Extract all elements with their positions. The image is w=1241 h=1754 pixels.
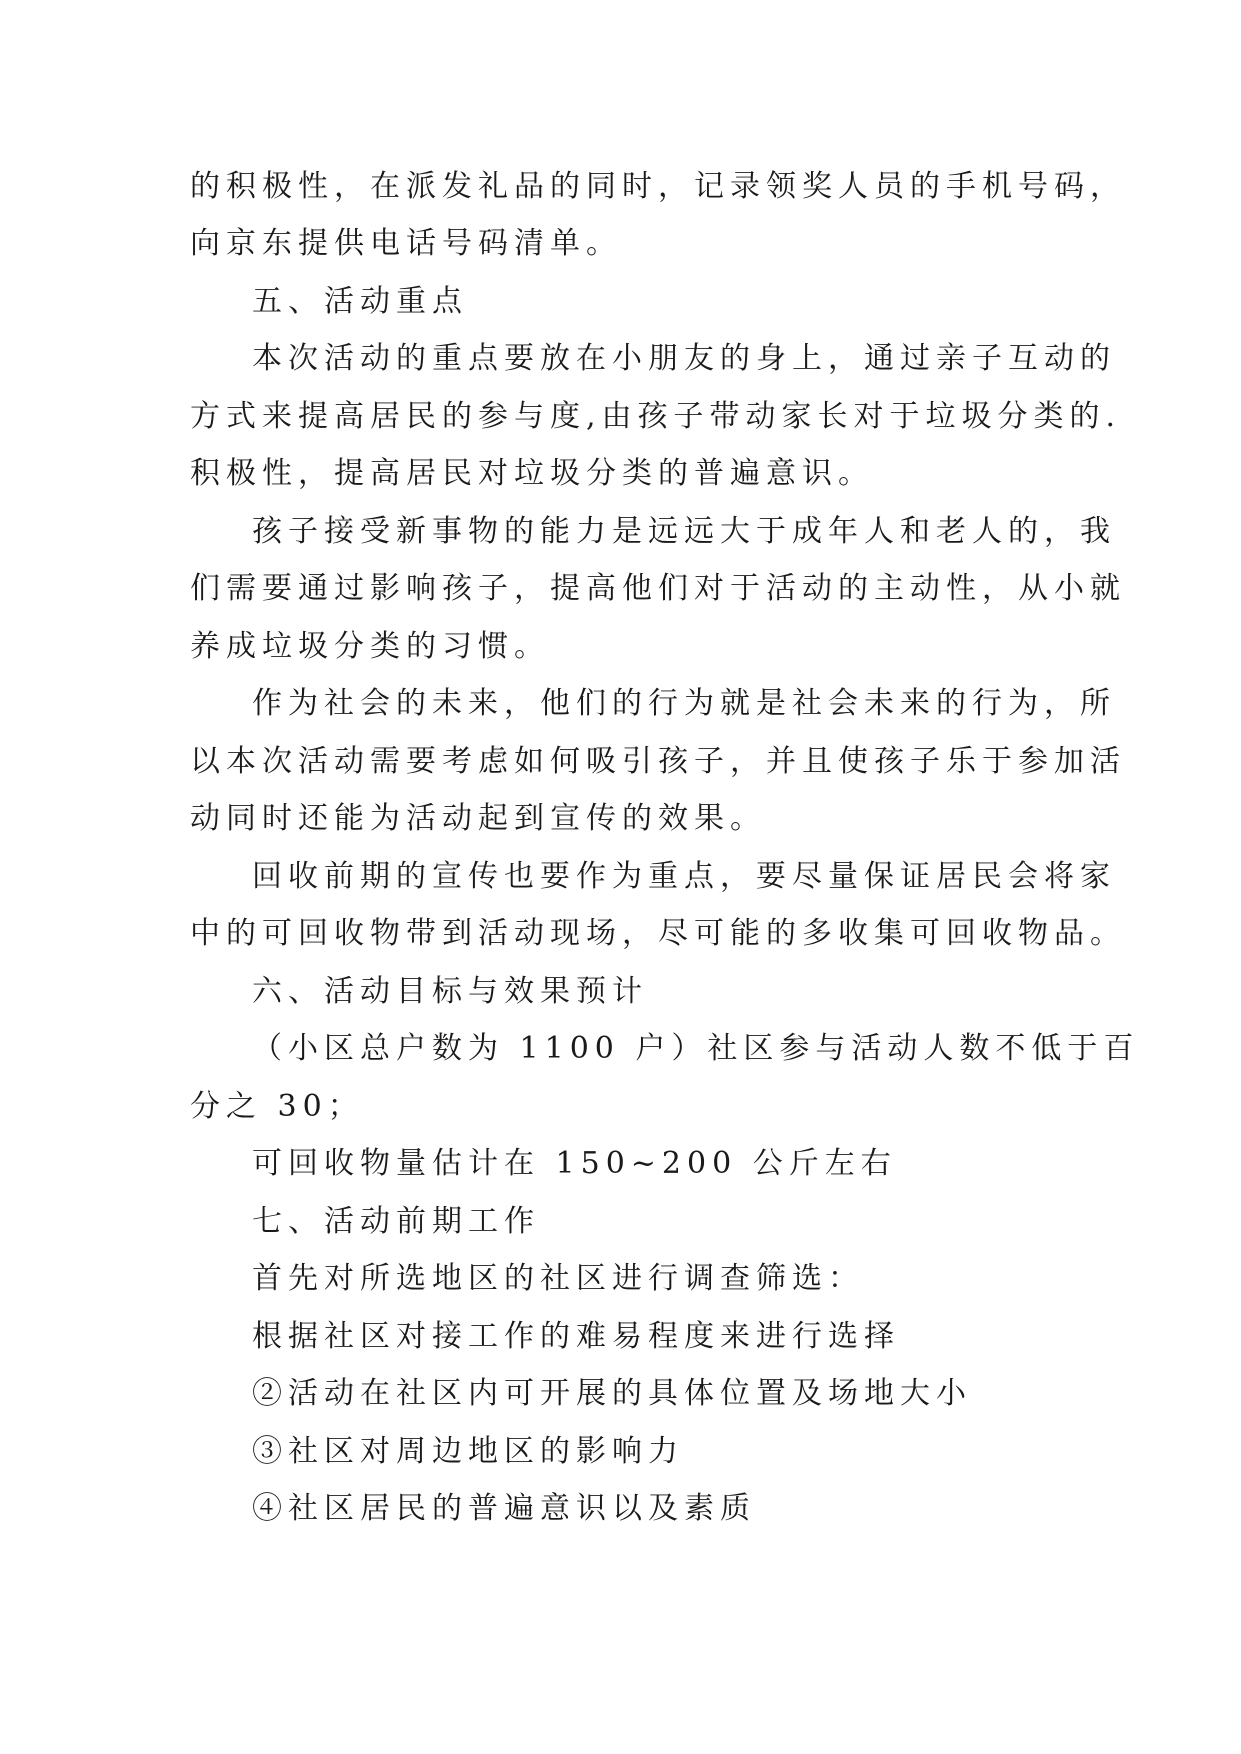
text-line-6: 积极性，提高居民对垃圾分类的普遍意识。 (190, 456, 874, 491)
section-heading-7: 七、活动前期工作 (252, 1204, 540, 1239)
text-line-4: 本次活动的重点要放在小朋友的身上，通过亲子互动的 (252, 341, 1116, 376)
text-line-11: 以本次活动需要考虑如何吸引孩子，并且使孩子乐于参加活 (190, 744, 1126, 779)
list-item-3: ③社区对周边地区的影响力 (252, 1434, 684, 1469)
list-item-2: ②活动在社区内可开展的具体位置及场地大小 (252, 1376, 972, 1411)
text-line-8: 们需要通过影响孩子，提高他们对于活动的主动性，从小就 (190, 571, 1126, 606)
section-heading-5: 五、活动重点 (252, 284, 468, 319)
text-line-2: 向京东提供电话号码清单。 (190, 226, 622, 261)
text-line-1: 的积极性，在派发礼品的同时，记录领奖人员的手机号码， (190, 169, 1126, 204)
text-line-21: 根据社区对接工作的难易程度来进行选择 (252, 1319, 900, 1354)
text-line-9: 养成垃圾分类的习惯。 (190, 629, 550, 664)
text-line-14: 中的可回收物带到活动现场，尽可能的多收集可回收物品。 (190, 916, 1126, 951)
text-line-18: 可回收物量估计在 150~200 公斤左右 (252, 1146, 897, 1181)
text-line-13: 回收前期的宣传也要作为重点，要尽量保证居民会将家 (252, 859, 1116, 894)
text-line-12: 动同时还能为活动起到宣传的效果。 (190, 801, 766, 836)
text-line-17: 分之 30； (190, 1089, 364, 1124)
section-heading-6: 六、活动目标与效果预计 (252, 974, 648, 1009)
text-line-5: 方式来提高居民的参与度,由孩子带动家长对于垃圾分类的. (190, 399, 1122, 434)
text-line-16: （小区总户数为 1100 户）社区参与活动人数不低于百 (252, 1031, 1140, 1066)
text-line-7: 孩子接受新事物的能力是远远大于成年人和老人的，我 (252, 514, 1116, 549)
text-line-20: 首先对所选地区的社区进行调查筛选： (252, 1261, 864, 1296)
text-line-10: 作为社会的未来，他们的行为就是社会未来的行为，所 (252, 686, 1116, 721)
list-item-4: ④社区居民的普遍意识以及素质 (252, 1491, 756, 1526)
